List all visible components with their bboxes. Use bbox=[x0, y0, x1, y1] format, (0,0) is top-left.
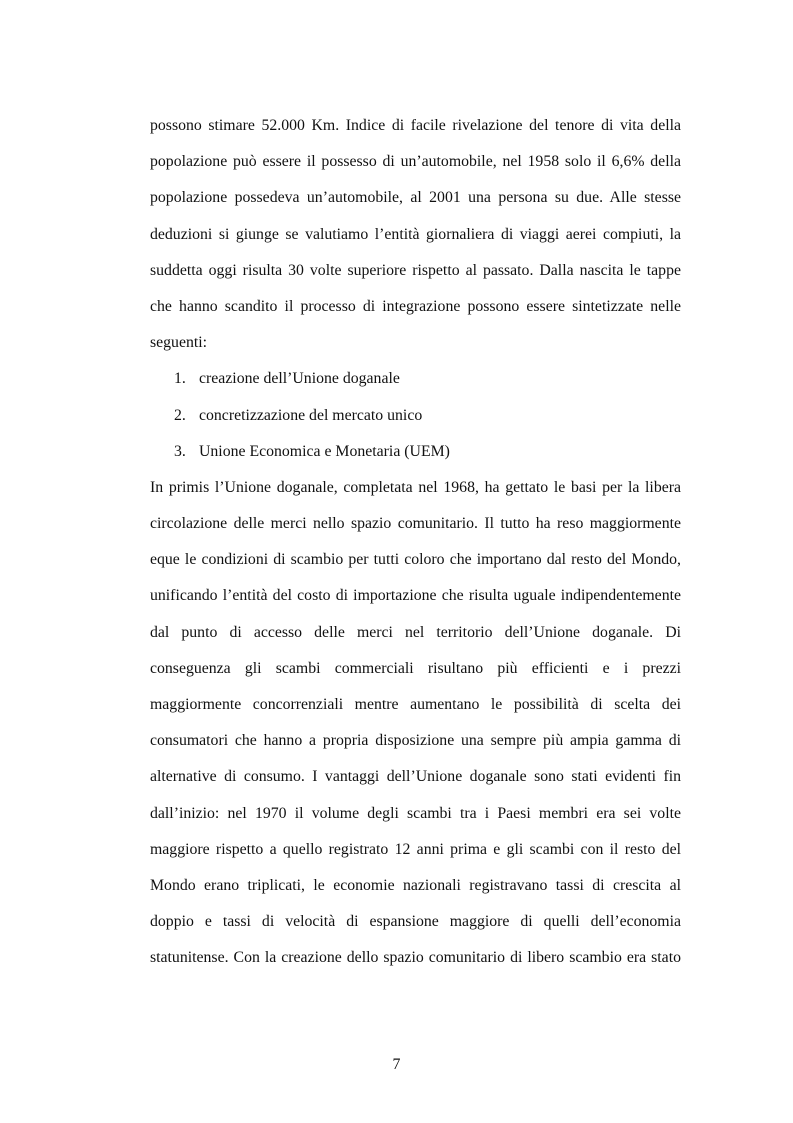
paragraph-line: seguenti: bbox=[150, 334, 208, 352]
body-text bbox=[150, 108, 681, 977]
paragraph-line: maggiormente concorrenziali mentre aumentano le possibilità di scelta dei bbox=[150, 696, 681, 713]
paragraph-line: alternative di consumo. I vantaggi dell’Unione doganale sono stati evidenti fin bbox=[150, 768, 681, 786]
paragraph-line: conseguenza gli scambi commerciali risultano più efficienti e i prezzi bbox=[150, 659, 681, 677]
paragraph-line: In primis l’Unione doganale, completata nel 1968, ha gettato le basi per la libera bbox=[150, 478, 681, 496]
paragraph-line: possono stimare 52.000 Km. Indice di facile rivelazione del tenore di vita della bbox=[150, 117, 681, 134]
numbered-list bbox=[150, 361, 681, 470]
paragraph-line: dal punto di accesso delle merci nel territorio dell’Unione doganale. Di bbox=[150, 623, 681, 641]
paragraph-line: popolazione può essere il possesso di un’automobile, nel 1958 solo il 6,6% della bbox=[150, 153, 681, 171]
page-number: 7 bbox=[392, 1056, 401, 1073]
paragraph-line: consumatori che hanno a propria disposizione una sempre più ampia gamma di bbox=[150, 732, 681, 750]
list-item bbox=[150, 361, 681, 397]
paragraph-line: eque le condizioni di scambio per tutti coloro che importano dal resto del Mondo, bbox=[150, 551, 681, 569]
paragraph-line: circolazione delle merci nello spazio comunitario. Il tutto ha reso maggiormente bbox=[150, 515, 681, 533]
list-item-text: creazione dell’Unione doganale bbox=[199, 370, 400, 388]
paragraph-2 bbox=[150, 470, 681, 977]
paragraph-line: unificando l’entità del costo di importazione che risulta uguale indipendentemente bbox=[150, 587, 681, 605]
list-item bbox=[150, 398, 681, 434]
paragraph-line: suddetta oggi risulta 30 volte superiore rispetto al passato. Dalla nascita le tappe bbox=[150, 261, 681, 279]
list-item-text: concretizzazione del mercato unico bbox=[199, 406, 423, 424]
list-item-text: Unione Economica e Monetaria (UEM) bbox=[199, 442, 450, 460]
paragraph-line: popolazione possedeva un’automobile, al 2001 una persona su due. Alle stesse bbox=[150, 189, 681, 207]
paragraph-line: che hanno scandito il processo di integrazione possono essere sintetizzate nelle bbox=[150, 297, 681, 315]
list-item-number: 3. bbox=[174, 442, 186, 460]
paragraph-1 bbox=[150, 108, 681, 361]
list-item-number: 1. bbox=[174, 370, 186, 388]
paragraph-line: statunitense. Con la creazione dello spazio comunitario di libero scambio era stato bbox=[150, 949, 681, 967]
paragraph-line: maggiore rispetto a quello registrato 12 anni prima e gli scambi con il resto del bbox=[150, 840, 681, 858]
paragraph-line: deduzioni si giunge se valutiamo l’entità giornaliera di viaggi aerei compiuti, la bbox=[150, 225, 681, 243]
paragraph-line: dall’inizio: nel 1970 il volume degli scambi tra i Paesi membri era sei volte bbox=[150, 804, 681, 822]
paragraph-line: Mondo erano triplicati, le economie nazionali registravano tassi di crescita al bbox=[150, 876, 681, 894]
list-item-number: 2. bbox=[174, 406, 186, 424]
list-item bbox=[150, 434, 681, 470]
paragraph-line: doppio e tassi di velocità di espansione maggiore di quelli dell’economia bbox=[150, 913, 681, 931]
